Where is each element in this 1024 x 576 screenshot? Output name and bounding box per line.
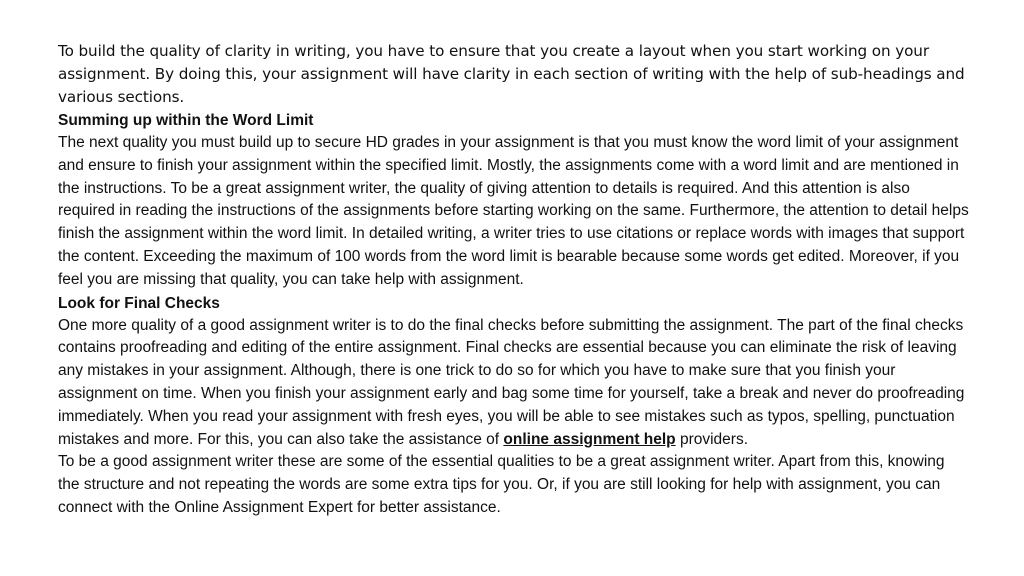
conclusion-paragraph: To be a good assignment writer these are some of the essential qualities to be a great assignment writer. Apart from this, knowing the structure and not repeating the words are some extra tips for you. Or, if you are still looking for help with assignment, you can connect with the Online Assignment Expert for better assistance.	[58, 453, 945, 516]
intro-paragraph: To build the quality of clarity in writing, you have to ensure that you create a layout when you start working on your assignment. By doing this, your assignment will have clarity in each section of writing with the help of sub-headings and various sections.	[58, 42, 965, 106]
final-checks-paragraph	[58, 315, 970, 452]
online-assignment-help-link[interactable]: online assignment help	[503, 430, 676, 448]
section-heading-final-checks: Look for Final Checks	[58, 294, 220, 312]
document-page	[58, 40, 970, 520]
word-limit-paragraph: The next quality you must build up to secure HD grades in your assignment is that you must know the word limit of your assignment and ensure to finish your assignment within the specified limit. Mostly, the assignments come with a word limit and are mentioned in the instructions. To be a great assignment writer, the quality of giving attention to details is required. And this attention is also required in reading the instructions of the assignments before starting working on the same. Furthermore, the attention to detail helps finish the assignment within the word limit. In detailed writing, a writer tries to use citations or replace words with images that support the content. Exceeding the maximum of 100 words from the word limit is bearable because some words get edited. Moreover, if you feel you are missing that quality, you can take help with assignment.	[58, 134, 969, 288]
final-checks-text-end: providers.	[675, 430, 749, 448]
section-heading-word-limit: Summing up within the Word Limit	[58, 112, 314, 129]
final-checks-text: One more quality of a good assignment writer is to do the final checks before submitting the assignment. The part of the final checks contains proofreading and editing of the entire assignment. Final checks are essential because you can eliminate the risk of leaving any mistakes in your assignment. Although, there is one trick to do so for which you have to make sure that you finish your assignment on time. When you finish your assignment early and bag some time for yourself, take a break and never do proofreading immediately. When you read your assignment with fresh eyes, you will be able to see mistakes such as typos, spelling, punctuation mistakes and more. For this, you can also take the assistance of	[58, 316, 965, 448]
